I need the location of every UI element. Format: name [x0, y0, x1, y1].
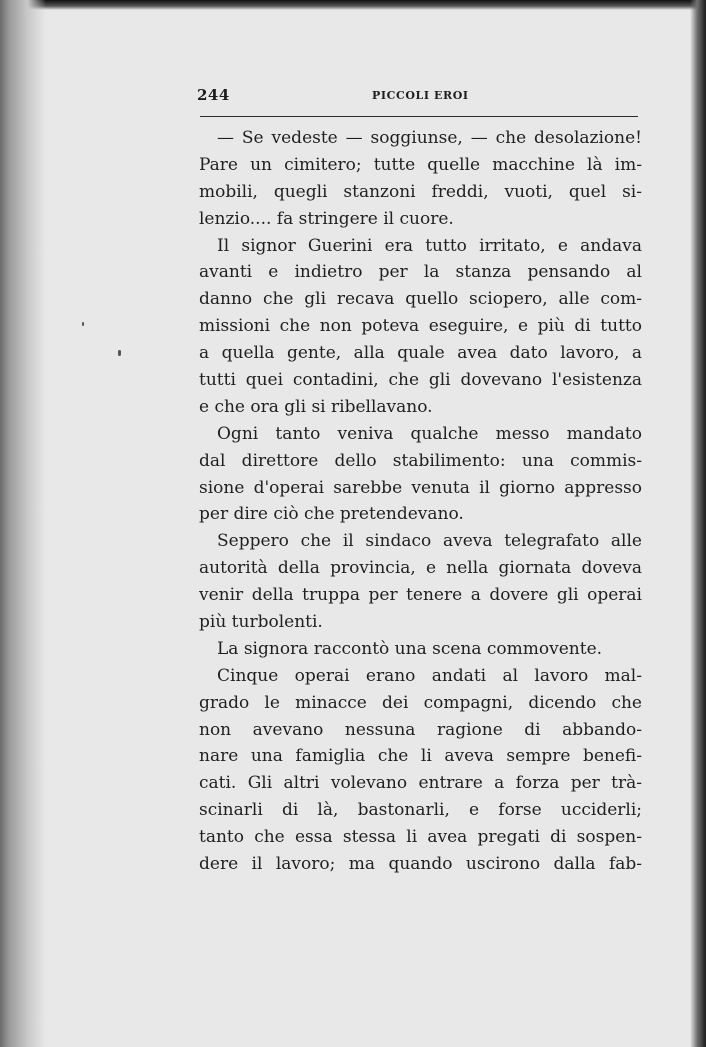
text-line: e che ora gli si ribellavano. — [199, 396, 433, 417]
print-blemish — [82, 322, 84, 326]
print-blemish — [118, 350, 121, 356]
header-rule — [200, 116, 638, 117]
text-line: scinarli di là, bastonarli, e forse ucciderli; — [199, 800, 642, 821]
text-line: La signora raccontò una scena commovente. — [217, 638, 603, 659]
text-line: mobili, quegli stanzoni freddi, vuoti, quel si- — [199, 181, 642, 202]
text-line: dere il lavoro; ma quando uscirono dalla fab- — [199, 854, 642, 875]
body-text — [199, 125, 642, 878]
text-line: avanti e indietro per la stanza pensando al — [199, 262, 642, 283]
page-edge-shadow — [690, 0, 706, 1047]
text-line: dal direttore dello stabilimento: una commis- — [199, 450, 642, 471]
text-line: Cinque operai erano andati al lavoro mal- — [217, 665, 642, 686]
page-binding-shadow — [0, 0, 46, 1047]
text-line: cati. Gli altri volevano entrare a forza per trà- — [199, 773, 642, 794]
text-line: sione d'operai sarebbe venuta il giorno appresso — [199, 477, 642, 498]
text-line: Seppero che il sindaco aveva telegrafato alle — [217, 531, 642, 552]
text-line: tanto che essa stessa li avea pregati di sospen- — [199, 827, 642, 848]
page-header — [197, 86, 641, 110]
text-line: non avevano nessuna ragione di abbando- — [199, 719, 642, 740]
text-line: per dire ciò che pretendevano. — [199, 504, 464, 525]
text-line: Ogni tanto veniva qualche messo mandato — [217, 423, 642, 444]
text-line: Il signor Guerini era tutto irritato, e andava — [217, 235, 642, 256]
text-line: danno che gli recava quello sciopero, alle com- — [199, 289, 642, 310]
page-top-shadow — [0, 0, 706, 10]
text-line: nare una famiglia che li aveva sempre benefi- — [199, 746, 642, 767]
text-line: lenzio.... fa stringere il cuore. — [199, 208, 454, 229]
text-line: Pare un cimitero; tutte quelle macchine là im- — [199, 154, 642, 175]
text-line: — Se vedeste — soggiunse, — che desolazione! — [217, 128, 642, 148]
text-line: autorità della provincia, e nella giornata doveva — [199, 558, 642, 579]
text-line: grado le minacce dei compagni, dicendo che — [199, 692, 642, 713]
page-number: 244 — [197, 86, 230, 104]
text-line: missioni che non poteva eseguire, e più di tutto — [199, 316, 642, 337]
running-title: PICCOLI EROI — [372, 89, 469, 102]
text-line: tutti quei contadini, che gli dovevano l'esistenza — [199, 370, 642, 391]
text-line: venir della truppa per tenere a dovere gli operai — [199, 585, 642, 606]
text-line: più turbolenti. — [199, 612, 323, 633]
text-line: a quella gente, alla quale avea dato lavoro, a — [199, 343, 642, 364]
